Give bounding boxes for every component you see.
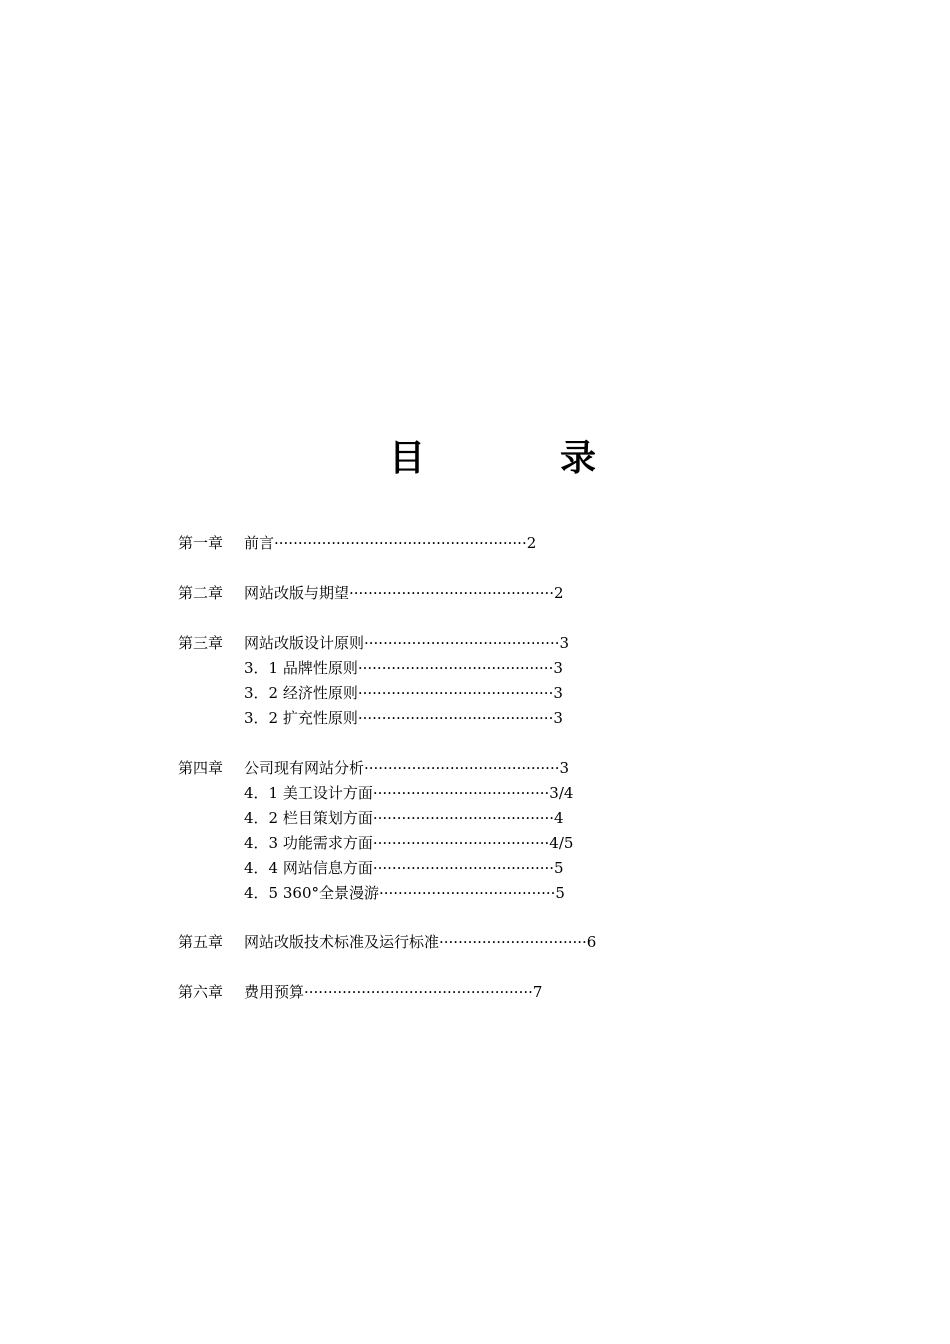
section-entry: 4．5 360°全景漫游·····································5 <box>244 884 565 902</box>
chapter-entry: 网站改版与期望···········································2 <box>244 584 564 602</box>
chapter-label: 第五章 <box>178 933 224 951</box>
chapter-label: 第六章 <box>178 983 224 1001</box>
chapter-entry: 前言·····················································2 <box>244 534 537 552</box>
section-entry: 4．3 功能需求方面·····································4/5 <box>244 834 574 852</box>
chapter-entry: 公司现有网站分析·········································3 <box>244 759 570 777</box>
section-entry: 3．2 经济性原则·········································3 <box>244 684 563 702</box>
chapter-label: 第二章 <box>178 584 224 602</box>
chapter-label: 第四章 <box>178 759 224 777</box>
toc-title <box>0 436 950 482</box>
title-char-1: 目 <box>389 438 426 479</box>
chapter-entry: 网站改版技术标准及运行标准·······························6 <box>244 933 597 951</box>
chapter-label: 第一章 <box>178 534 224 552</box>
chapter-label: 第三章 <box>178 634 224 652</box>
section-entry: 4．4 网站信息方面······································5 <box>244 859 564 877</box>
section-entry: 3．1 品牌性原则·········································3 <box>244 659 563 677</box>
title-char-2: 录 <box>560 438 597 479</box>
section-entry: 3．2 扩充性原则·········································3 <box>244 709 563 727</box>
section-entry: 4．2 栏目策划方面······································4 <box>244 809 564 827</box>
chapter-entry: 网站改版设计原则·········································3 <box>244 634 570 652</box>
section-entry: 4．1 美工设计方面·····································3/4 <box>244 784 574 802</box>
chapter-entry: 费用预算················································7 <box>244 983 543 1001</box>
